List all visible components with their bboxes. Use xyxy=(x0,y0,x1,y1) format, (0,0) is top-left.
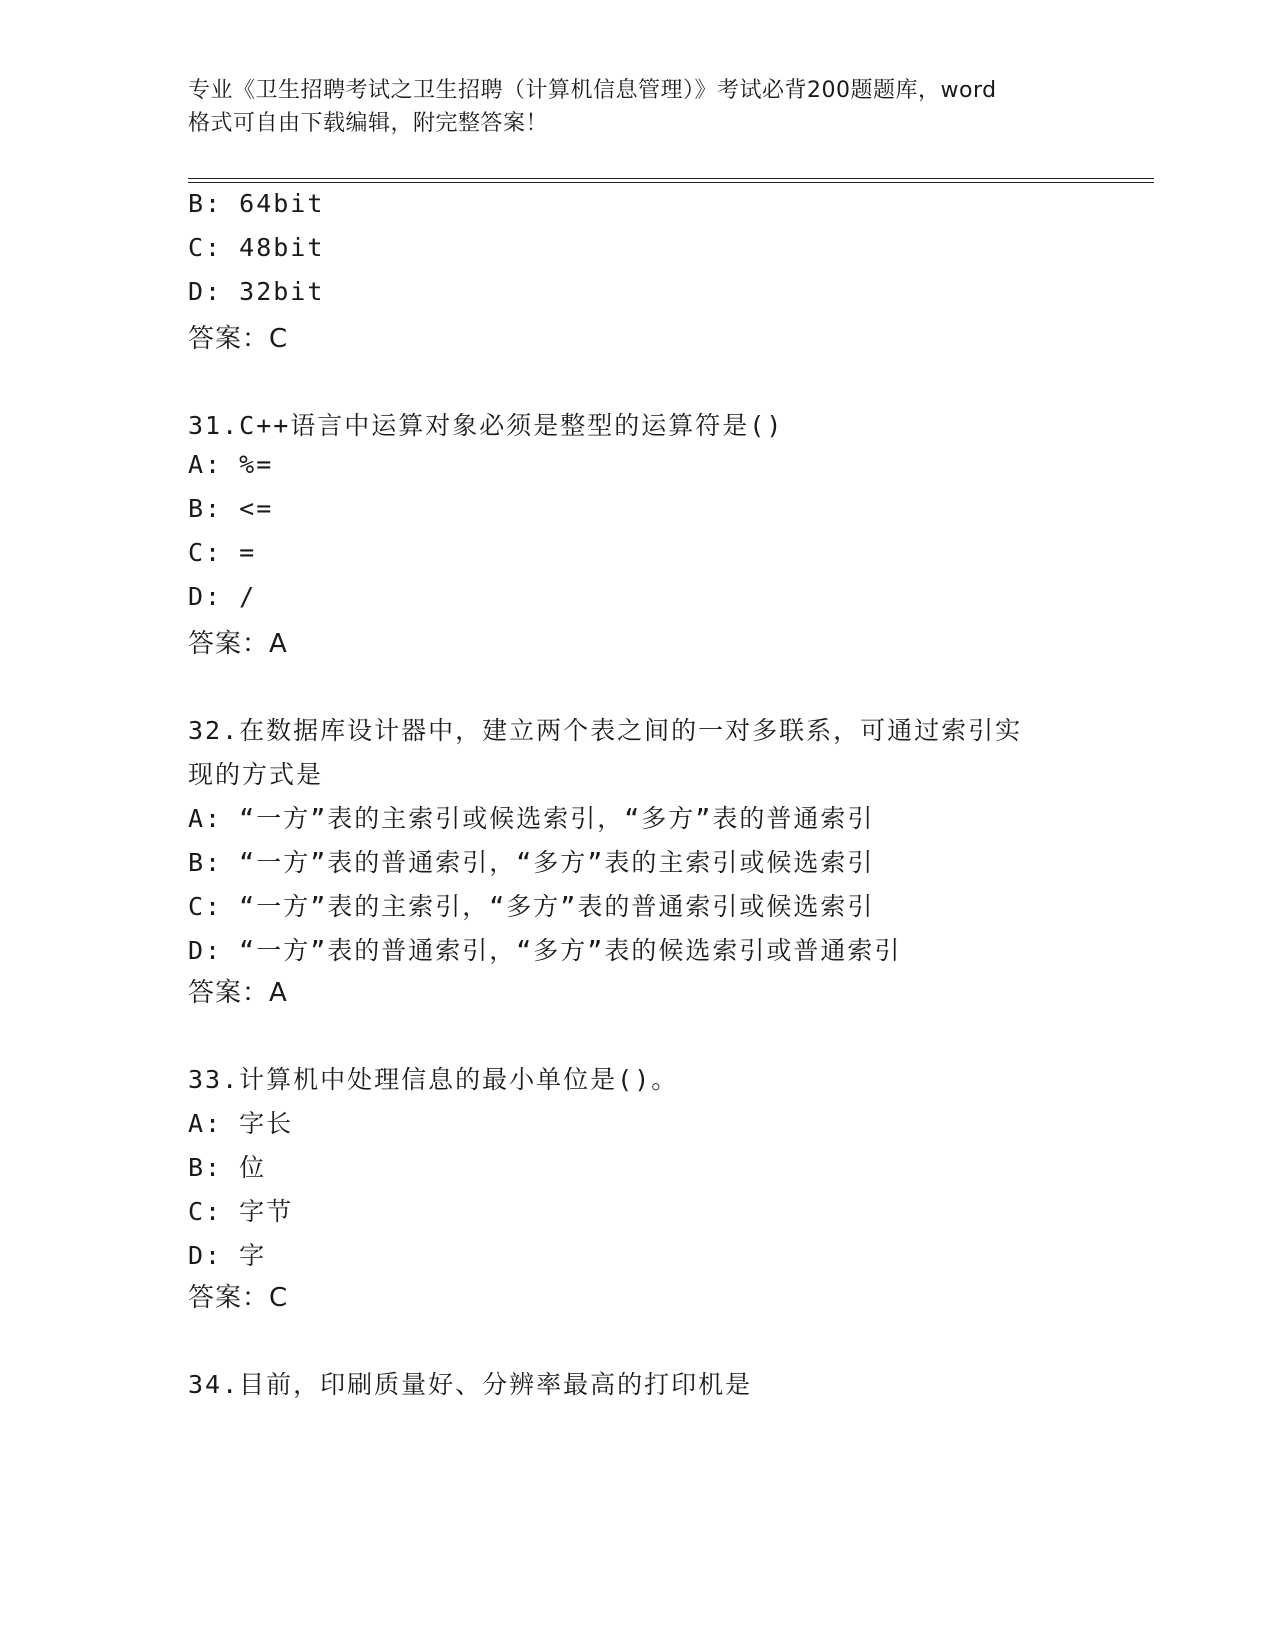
q32-option-b: B: “一方”表的普通索引，“多方”表的主索引或候选索引 xyxy=(188,848,875,877)
q31-option-c: C: = xyxy=(188,538,257,567)
prev-option-b: B: 64bit xyxy=(188,189,325,218)
q33-stem: 33.计算机中处理信息的最小单位是()。 xyxy=(188,1065,679,1094)
header-line-1: 专业《卫生招聘考试之卫生招聘（计算机信息管理）》考试必背200题题库，word xyxy=(188,78,997,103)
q33-option-c: C: 字节 xyxy=(188,1197,294,1226)
header-divider-top xyxy=(188,178,1154,179)
header-divider-bottom xyxy=(188,182,1154,183)
q33-answer: 答案：C xyxy=(188,1283,289,1313)
q31-option-b: B: <= xyxy=(188,494,274,523)
header-line-2: 格式可自由下载编辑，附完整答案！ xyxy=(188,111,549,136)
q31-stem: 31.C++语言中运算对象必须是整型的运算符是() xyxy=(188,411,784,440)
prev-option-d: D: 32bit xyxy=(188,277,325,306)
document-header xyxy=(188,74,1088,140)
q31-answer: 答案：A xyxy=(188,629,288,659)
q32-stem-line-2: 现的方式是 xyxy=(188,760,324,789)
prev-answer: 答案：C xyxy=(188,324,289,354)
q32-answer: 答案：A xyxy=(188,978,288,1008)
q33-option-a: A: 字长 xyxy=(188,1109,294,1138)
q31-option-a: A: %= xyxy=(188,450,274,479)
q32-option-d: D: “一方”表的普通索引，“多方”表的候选索引或普通索引 xyxy=(188,936,902,965)
q31-option-d: D: / xyxy=(188,582,257,611)
prev-option-c: C: 48bit xyxy=(188,233,325,262)
q34-stem: 34.目前，印刷质量好、分辨率最高的打印机是 xyxy=(188,1370,753,1399)
q32-stem-line-1: 32.在数据库设计器中，建立两个表之间的一对多联系，可通过索引实 xyxy=(188,716,1023,745)
q32-option-c: C: “一方”表的主索引，“多方”表的普通索引或候选索引 xyxy=(188,892,875,921)
q33-option-b: B: 位 xyxy=(188,1153,267,1182)
q32-option-a: A: “一方”表的主索引或候选索引，“多方”表的普通索引 xyxy=(188,804,875,833)
q33-option-d: D: 字 xyxy=(188,1241,267,1270)
